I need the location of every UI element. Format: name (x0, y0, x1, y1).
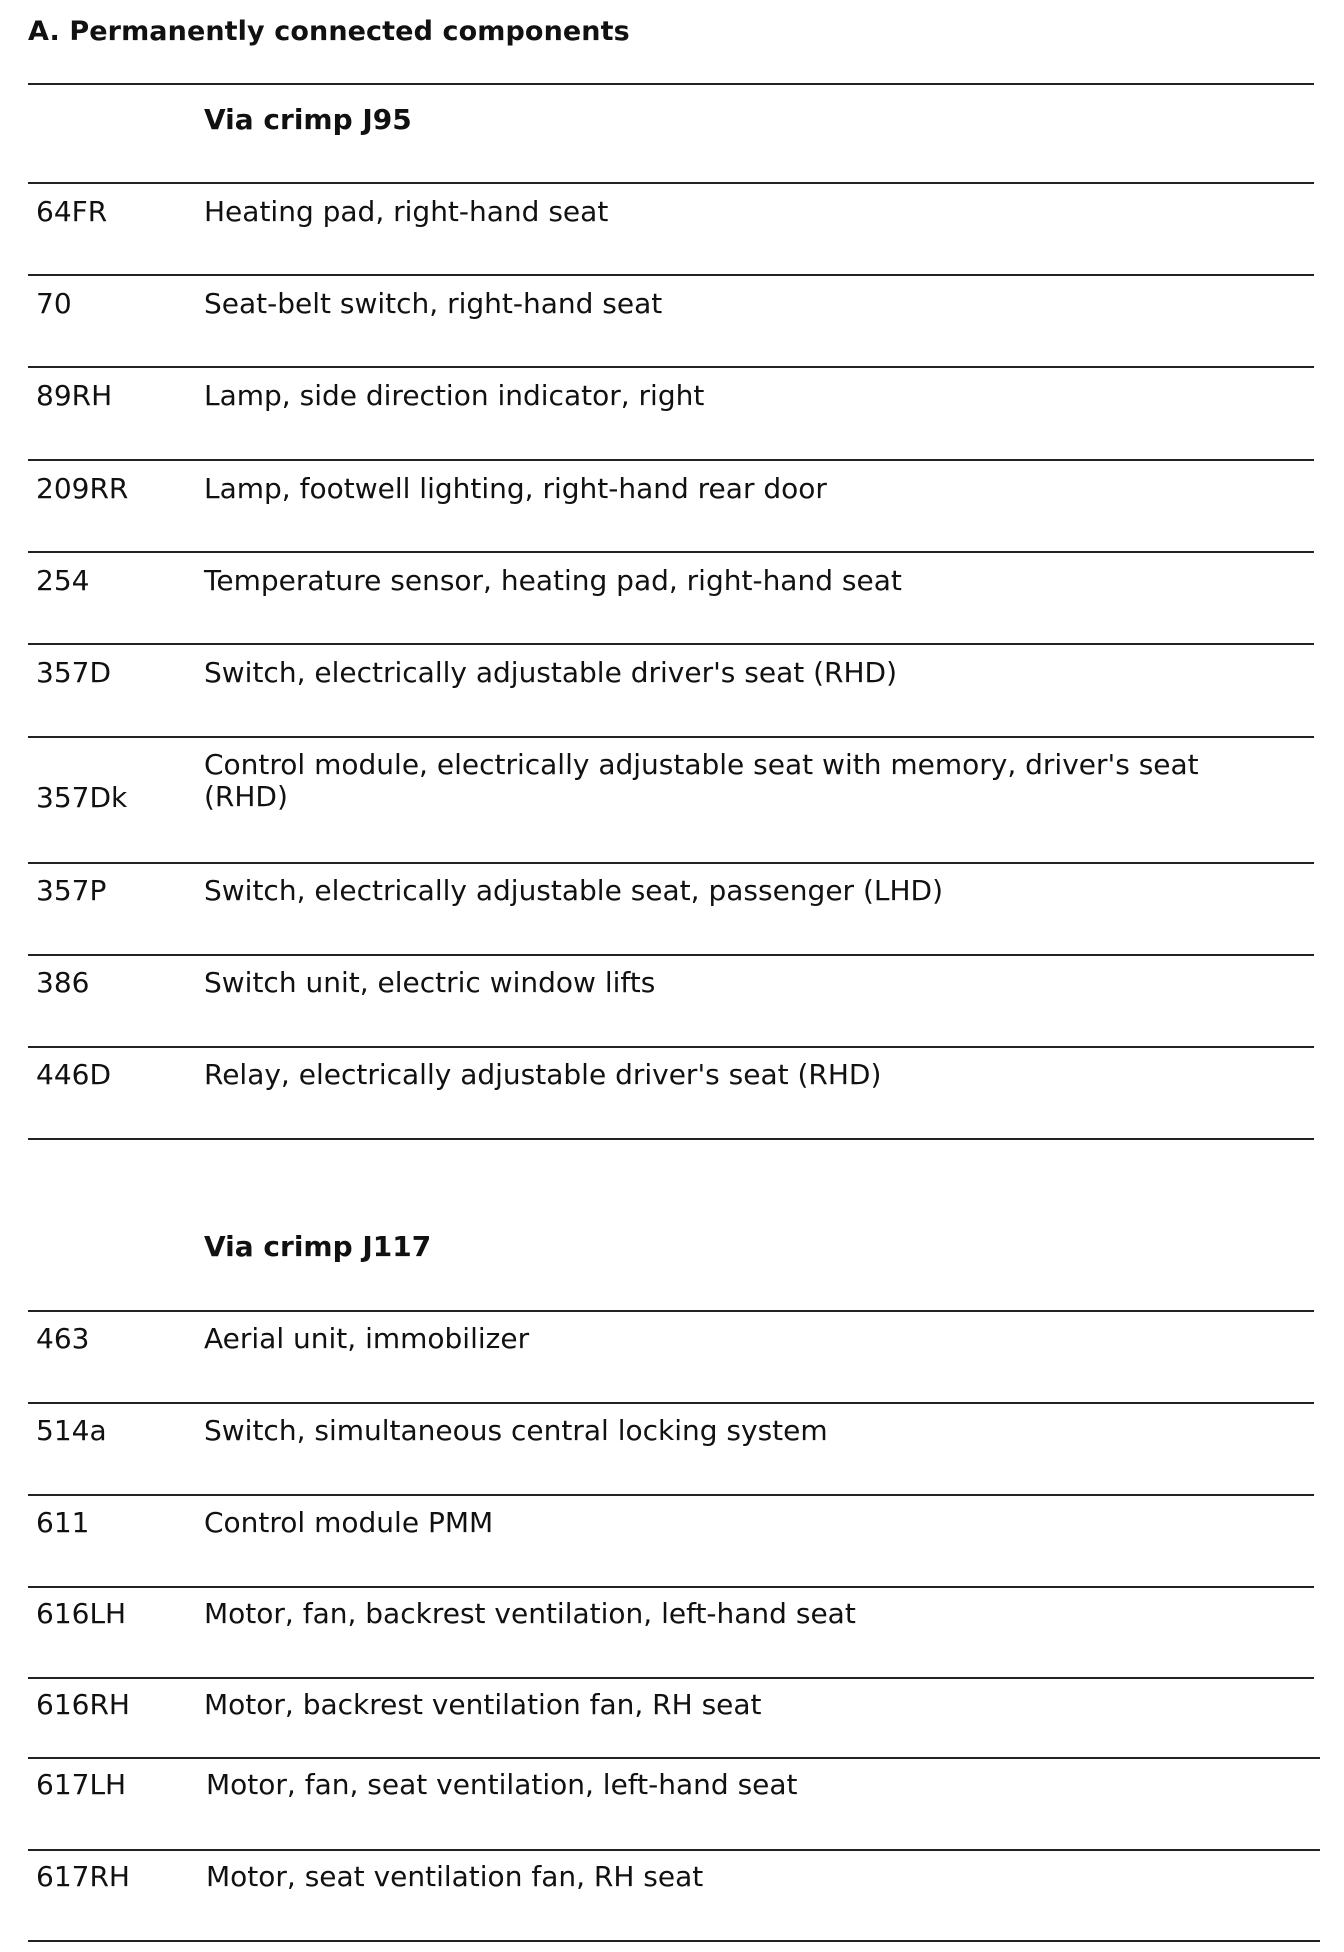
row-code: 357P (36, 874, 107, 907)
table-rule (28, 1940, 1320, 1942)
table-rule (28, 1677, 1314, 1679)
row-description: Switch unit, electric window lifts (204, 966, 656, 999)
table-rule (28, 1757, 1320, 1759)
row-code: 446D (36, 1058, 112, 1091)
row-description: Heating pad, right-hand seat (204, 195, 609, 228)
row-description: Lamp, side direction indicator, right (204, 379, 705, 412)
table-rule (28, 366, 1314, 368)
row-code: 209RR (36, 472, 129, 505)
table-rule (28, 551, 1314, 553)
row-code: 463 (36, 1322, 90, 1355)
row-description: Control module, electrically adjustable seat with memory, driver's seat (RHD) (204, 748, 1199, 813)
row-description: Control module PMM (204, 1506, 494, 1539)
table-rule (28, 1849, 1320, 1851)
row-description: Lamp, footwell lighting, right-hand rear door (204, 472, 827, 505)
row-description: Switch, simultaneous central locking system (204, 1414, 828, 1447)
row-code: 616LH (36, 1597, 127, 1630)
group-heading-j95: Via crimp J95 (204, 103, 412, 136)
row-code: 514a (36, 1414, 107, 1447)
row-code: 386 (36, 966, 90, 999)
row-code: 64FR (36, 195, 108, 228)
group-heading-j117: Via crimp J117 (204, 1230, 432, 1263)
table-rule (28, 83, 1314, 85)
row-description: Temperature sensor, heating pad, right-hand seat (204, 564, 902, 597)
table-rule (28, 459, 1314, 461)
table-rule (28, 1046, 1314, 1048)
row-description: Motor, seat ventilation fan, RH seat (206, 1860, 704, 1893)
table-rule (28, 643, 1314, 645)
row-code: 89RH (36, 379, 113, 412)
row-description: Switch, electrically adjustable seat, passenger (LHD) (204, 874, 944, 907)
page-title: A. Permanently connected components (28, 16, 630, 47)
table-rule (28, 954, 1314, 956)
row-code: 70 (36, 287, 72, 320)
row-code: 617RH (36, 1860, 130, 1893)
row-code: 254 (36, 564, 90, 597)
row-code: 616RH (36, 1688, 130, 1721)
row-description: Motor, backrest ventilation fan, RH seat (204, 1688, 762, 1721)
row-description: Seat-belt switch, right-hand seat (204, 287, 663, 320)
row-description: Motor, fan, backrest ventilation, left-hand seat (204, 1597, 856, 1630)
table-rule (28, 274, 1314, 276)
row-code: 357Dk (36, 781, 128, 814)
table-rule (28, 182, 1314, 184)
row-description: Relay, electrically adjustable driver's seat (RHD) (204, 1058, 882, 1091)
row-description: Switch, electrically adjustable driver's seat (RHD) (204, 656, 898, 689)
table-rule (28, 736, 1314, 738)
row-code: 617LH (36, 1768, 127, 1801)
table-rule (28, 862, 1314, 864)
row-description: Motor, fan, seat ventilation, left-hand seat (206, 1768, 798, 1801)
table-rule (28, 1402, 1314, 1404)
table-rule (28, 1138, 1314, 1140)
table-rule (28, 1586, 1314, 1588)
table-rule (28, 1494, 1314, 1496)
table-rule (28, 1310, 1314, 1312)
row-description: Aerial unit, immobilizer (204, 1322, 530, 1355)
row-code: 357D (36, 656, 112, 689)
row-code: 611 (36, 1506, 90, 1539)
